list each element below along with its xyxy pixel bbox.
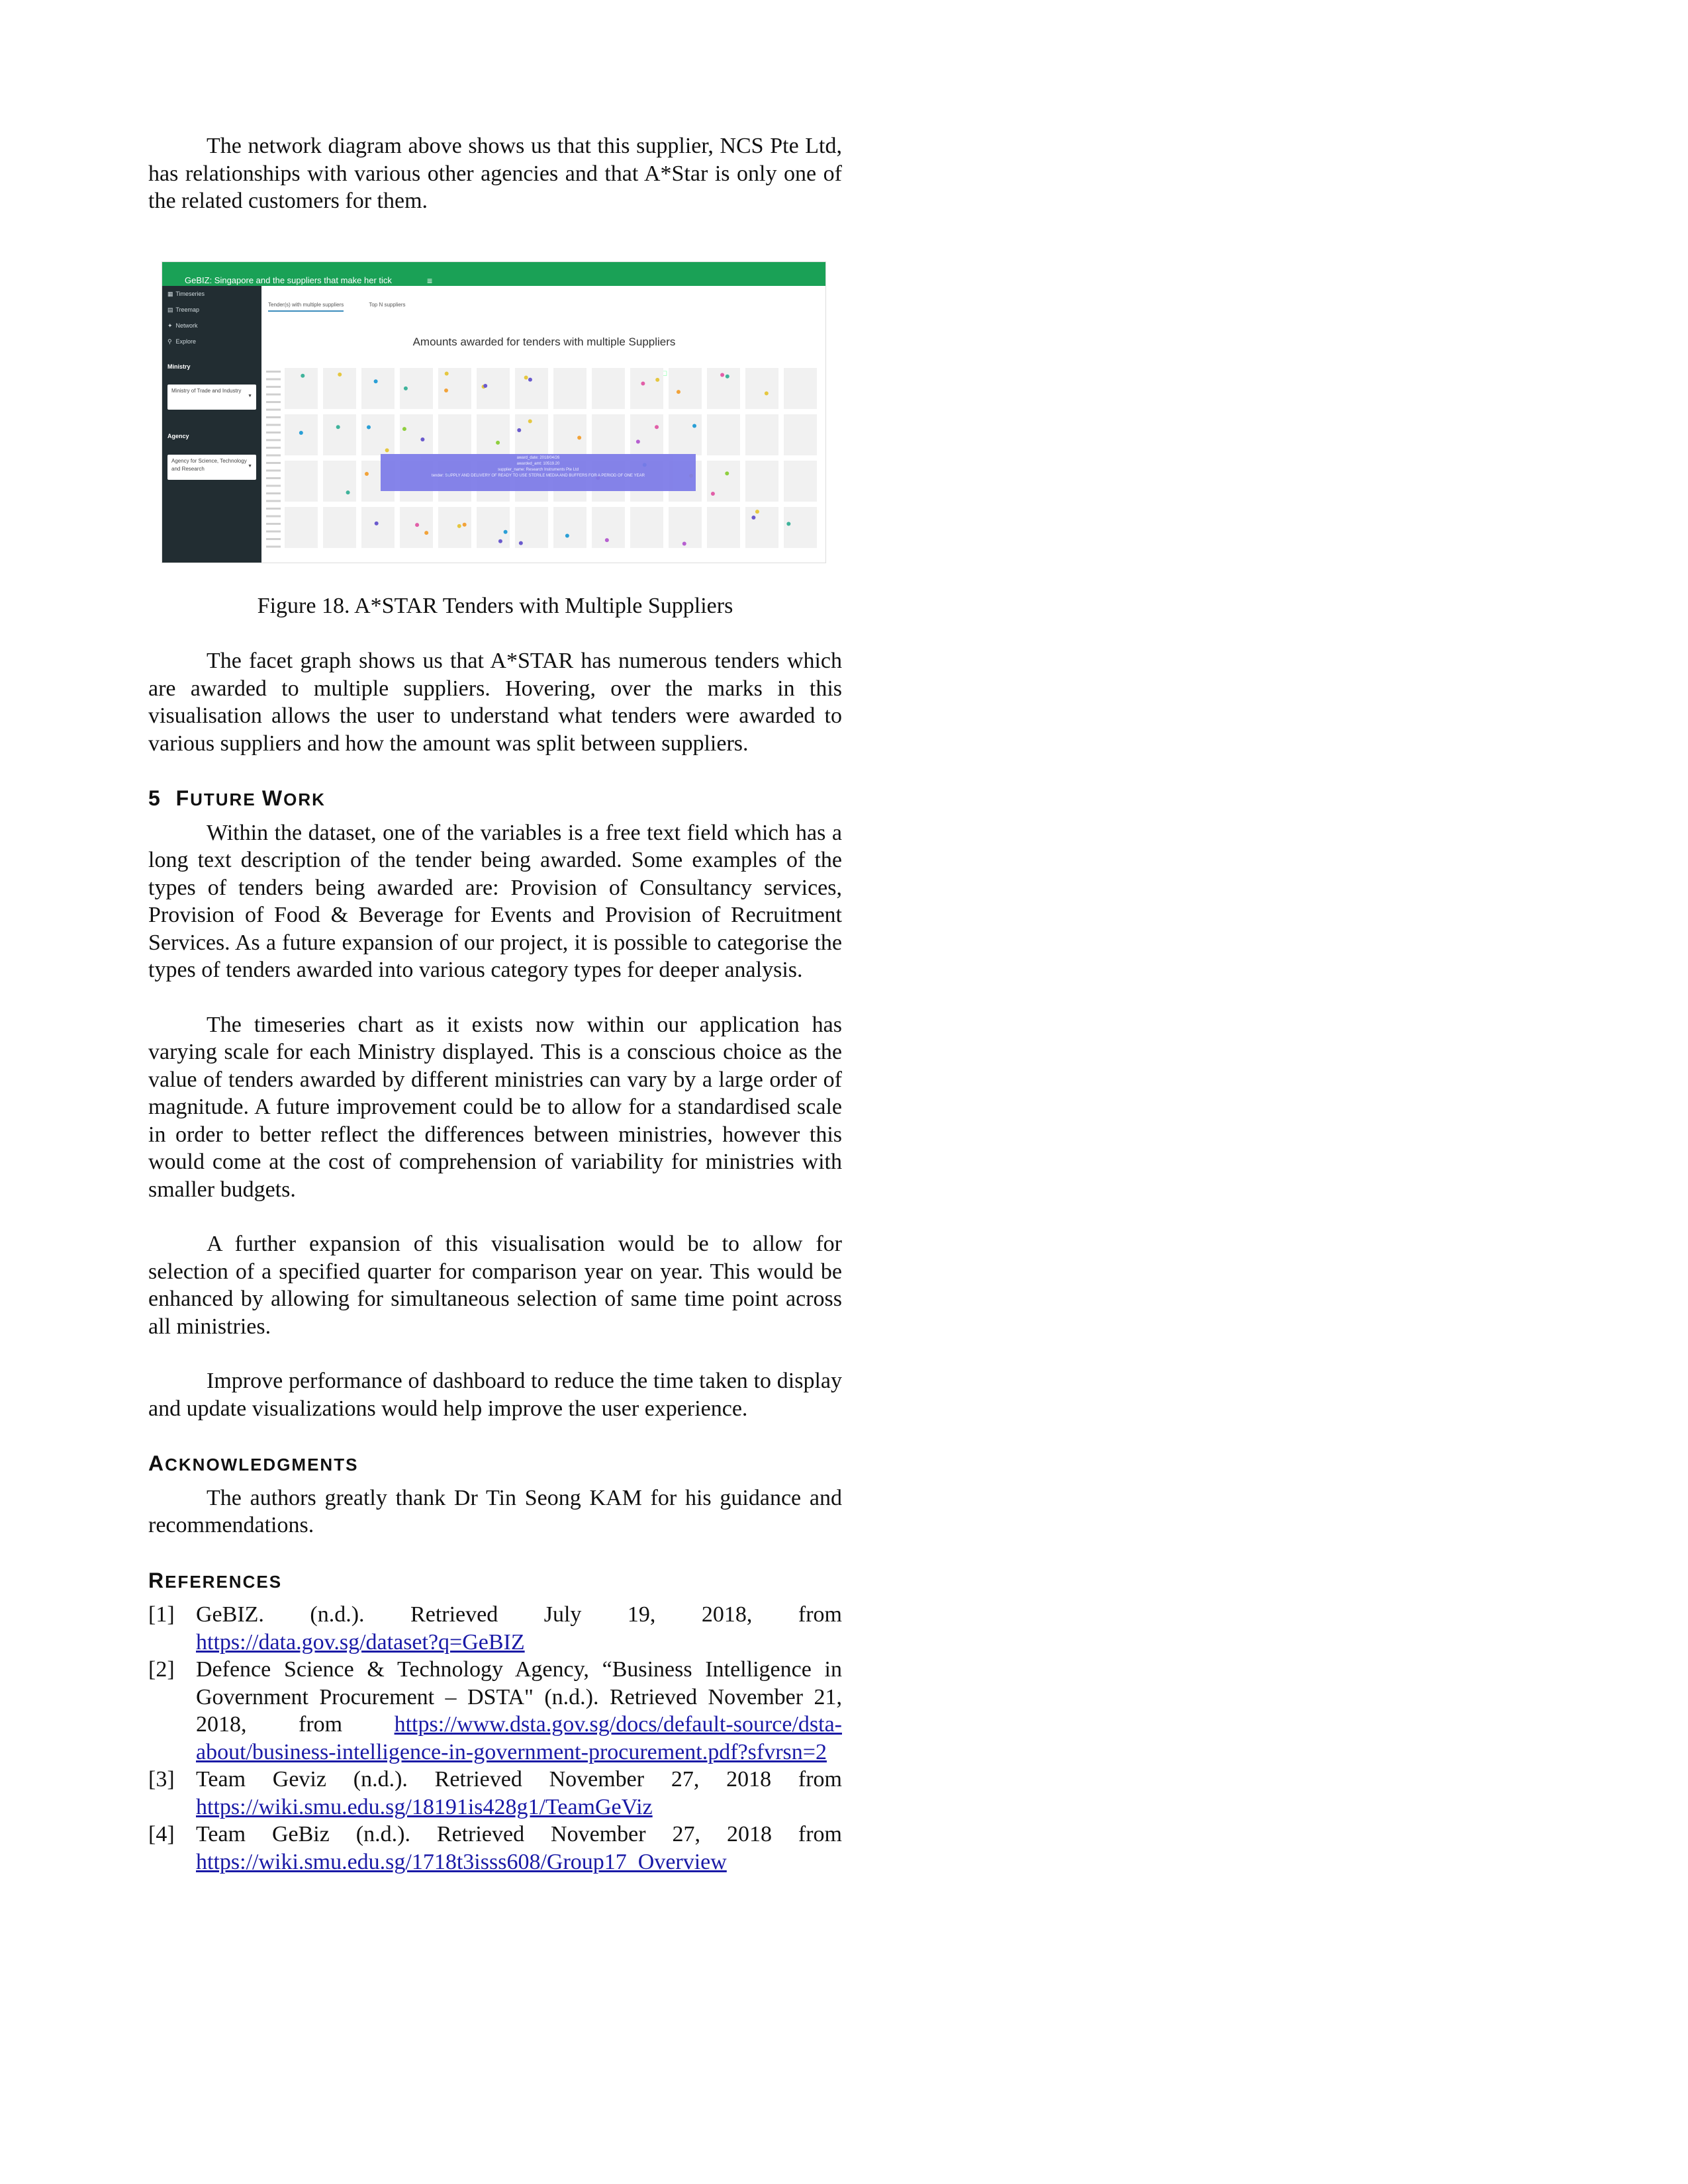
facet-panel [784, 414, 817, 455]
section-heading-references: REFERENCES [148, 1568, 283, 1592]
data-point [424, 531, 428, 535]
sidebar-item-treemap[interactable] [162, 302, 261, 318]
facet-label [266, 545, 281, 547]
facet-panel [553, 507, 586, 548]
tooltip-line: awarded_amt: 10519.20 [516, 461, 560, 466]
data-point [336, 425, 340, 429]
reference-item [148, 1821, 842, 1876]
facet-label [266, 432, 281, 433]
facet-panel [707, 507, 740, 548]
facet-panel [592, 368, 625, 409]
data-point [375, 521, 379, 525]
calendar-icon: ▦ [167, 290, 173, 297]
facet-panel [707, 414, 740, 455]
reference-text: Defence Science & Technology Agency, “Business Intelligence in Government Procurement – DSTA" (n.d.). Retrieved November 21, 2018, from [196, 1657, 842, 1737]
data-point [524, 375, 528, 379]
agency-label: Agency [167, 433, 189, 439]
data-point [299, 430, 303, 434]
paragraph: The network diagram above shows us that this supplier, NCS Pte Ltd, has relationships with various other agencies and that A*Star is only one of the related customers for them. [148, 134, 842, 213]
facet-label [266, 508, 281, 510]
reference-number: [4] [148, 1822, 175, 1846]
data-point [301, 373, 305, 377]
data-point [504, 529, 508, 533]
reference-item [148, 1601, 842, 1656]
facet-panel [477, 414, 510, 455]
data-point [338, 372, 342, 376]
data-point [577, 435, 581, 439]
facet-label [266, 500, 281, 502]
data-point [786, 522, 790, 525]
agency-select-value: Agency for Science, Technology and Research [171, 457, 247, 472]
data-point [457, 523, 461, 527]
data-point [725, 471, 729, 475]
chart-title: Amounts awarded for tenders with multiple Suppliers [412, 335, 676, 348]
app-header [162, 262, 826, 286]
reference-number: [1] [148, 1602, 175, 1627]
sidebar-item-label: Treemap [175, 306, 200, 313]
data-point [765, 391, 769, 395]
facet-panel [784, 368, 817, 409]
data-point [374, 379, 378, 383]
sidebar-item-network[interactable] [162, 318, 261, 334]
data-point [346, 490, 350, 494]
data-point [641, 381, 645, 385]
data-point [385, 448, 389, 452]
paragraph: A further expansion of this visualisation would be to allow for selection of a specified quarter for comparison year on year. This would be enhanced by allowing for simultaneous selection of same time point across all ministries. [148, 1232, 842, 1339]
facet-panel [553, 368, 586, 409]
facet-panel [745, 414, 778, 455]
sidebar-item-label: Timeseries [175, 290, 205, 297]
reference-number: [2] [148, 1657, 175, 1682]
facet-label [266, 515, 281, 517]
reference-text: GeBIZ. (n.d.). Retrieved July 19, 2018, from [196, 1602, 842, 1627]
facet-label [266, 538, 281, 540]
facet-label [266, 378, 281, 380]
hover-tooltip [381, 454, 696, 491]
facet-label [266, 408, 281, 410]
facet-label [266, 454, 281, 456]
facet-label [266, 371, 281, 373]
treemap-icon: ▤ [167, 306, 173, 313]
facet-label [266, 477, 281, 479]
data-point [365, 471, 369, 475]
data-point [655, 425, 659, 429]
data-point [692, 424, 696, 428]
reference-number: [3] [148, 1767, 175, 1792]
data-point [682, 541, 686, 545]
data-point [605, 538, 609, 542]
facet-label [266, 416, 281, 418]
data-point [565, 533, 569, 537]
facet-panel [784, 507, 817, 548]
facet-panel [669, 368, 702, 409]
facet-panel [285, 507, 318, 548]
data-point [517, 428, 521, 432]
facet-panel [592, 507, 625, 548]
data-point [483, 383, 487, 387]
data-point [655, 377, 659, 381]
sidebar-item-label: Explore [175, 338, 197, 345]
facet-panel [400, 507, 433, 548]
menu-icon[interactable]: ≡ [427, 275, 433, 286]
section-heading-future-work: 5 FUTURE WORK [148, 786, 326, 810]
data-point [463, 522, 467, 526]
facet-panel [745, 507, 778, 548]
section-heading-acknowledgments: ACKNOWLEDGMENTS [148, 1451, 359, 1475]
facet-panel [707, 461, 740, 502]
app-title: GeBIZ: Singapore and the suppliers that make her tick [185, 275, 392, 285]
data-point [404, 386, 408, 390]
reference-text: Team Geviz (n.d.). Retrieved November 27, 2018 from [196, 1767, 842, 1792]
reference-list [148, 1601, 842, 1876]
facet-panel [745, 368, 778, 409]
facet-label [266, 469, 281, 471]
data-point [528, 419, 532, 423]
data-point [415, 523, 419, 527]
data-point [677, 390, 680, 394]
facet-panel [630, 368, 663, 409]
data-point [755, 510, 759, 514]
sidebar-item-label: Network [175, 322, 198, 329]
figure-18 [162, 261, 826, 563]
tab-top-n-suppliers[interactable]: Top N suppliers [369, 301, 406, 308]
ministry-select-value: Ministry of Trade and Industry [171, 388, 242, 394]
facet-panel [669, 414, 702, 455]
facet-panel [285, 368, 318, 409]
tooltip-line: supplier_name: Research Instruments Pte Ltd [497, 467, 579, 472]
facet-panel [438, 414, 471, 455]
reference-item [148, 1656, 842, 1766]
data-point [751, 516, 755, 520]
paragraph: The authors greatly thank Dr Tin Seong KAM for his guidance and recommendations. [148, 1485, 842, 1537]
facet-panel [400, 414, 433, 455]
facet-label [266, 393, 281, 395]
facet-label [266, 386, 281, 388]
tab-bar [268, 291, 429, 319]
app-screenshot [162, 261, 826, 563]
caret-down-icon: ▼ [248, 463, 252, 469]
paragraph: Improve performance of dashboard to reduce the time taken to display and update visualizations would help improve the user experience. [148, 1369, 842, 1421]
data-point [498, 539, 502, 543]
facet-panel [323, 507, 356, 548]
facet-panel [784, 461, 817, 502]
facet-label [266, 447, 281, 449]
sidebar-item-timeseries[interactable] [162, 286, 261, 302]
reference-link[interactable]: https://www.dsta.gov.sg/docs/default-source/dsta-about/business-intelligence-in-government-procurement.pdf?sfvrsn=2 [196, 1712, 842, 1764]
facet-panel [669, 507, 702, 548]
data-point [496, 440, 500, 444]
search-icon: ⚲ [167, 338, 172, 345]
ministry-select[interactable] [167, 385, 256, 410]
facet-label [266, 484, 281, 486]
facet-panel [438, 368, 471, 409]
facet-panel [285, 414, 318, 455]
facet-panel [361, 507, 395, 548]
data-point [636, 439, 640, 443]
facet-panel [477, 368, 510, 409]
caret-down-icon: ▼ [248, 394, 252, 398]
facet-label [266, 439, 281, 441]
network-icon: ✦ [167, 322, 173, 329]
page-column [148, 132, 842, 1876]
facet-panel [630, 414, 663, 455]
data-point [420, 437, 424, 441]
sidebar-item-explore[interactable] [162, 334, 261, 349]
facet-label [266, 401, 281, 403]
data-point [726, 374, 729, 378]
facet-panel [592, 414, 625, 455]
reference-link[interactable]: https://data.gov.sg/dataset?q=GeBIZ [196, 1629, 525, 1655]
data-point [528, 377, 532, 381]
facet-label [266, 492, 281, 494]
facet-panel [361, 414, 395, 455]
reference-text: Team GeBiz (n.d.). Retrieved November 27, 2018 from [196, 1822, 842, 1846]
facet-panel [361, 368, 395, 409]
facet-panel [285, 461, 318, 502]
facet-panel [438, 507, 471, 548]
data-point [445, 371, 449, 375]
paragraph: The timeseries chart as it exists now within our application has varying scale for each Ministry displayed. This is a conscious choice as the value of tenders awarded by different ministries can vary by a large order of magnitude. A future improvement could be to allow for a standardised scale in order to better reflect the differences between ministries, however this would come at the cost of comprehension of variability for ministries with smaller budgets. [148, 1012, 842, 1202]
facet-panel [630, 507, 663, 548]
facet-panel [745, 461, 778, 502]
tooltip-line: award_date: 2018/04/26 [516, 455, 560, 460]
data-point [519, 541, 523, 545]
tooltip-line: tender: SUPPLY AND DELIVERY OF READY TO USE STERILE MEDIA AND BUFFERS FOR A PERIOD OF ONE YEAR [432, 473, 645, 478]
facet-panel [553, 414, 586, 455]
facet-label [266, 462, 281, 464]
tab-multiple-suppliers[interactable]: Tender(s) with multiple suppliers [268, 302, 344, 312]
sidebar [162, 286, 261, 563]
reference-link[interactable]: https://wiki.smu.edu.sg/18191is428g1/TeamGeViz [196, 1794, 653, 1819]
paragraph: Within the dataset, one of the variables is a free text field which has a long text description of the tender being awarded. Some examples of the types of tenders being awarded are: Provision of Consultancy services, Provision of Food & Beverage for Events and Provision of Recruitment Services. As a future expansion of our project, it is possible to categorise the types of tenders awarded into various category types for deeper analysis. [148, 820, 842, 982]
facet-label [266, 523, 281, 525]
reference-link[interactable]: https://wiki.smu.edu.sg/1718t3isss608/Group17_Overview [196, 1849, 727, 1874]
facet-panel [515, 368, 548, 409]
facet-panel [477, 507, 510, 548]
reference-item [148, 1766, 842, 1821]
figure-caption: Figure 18. A*STAR Tenders with Multiple Suppliers [257, 593, 733, 618]
data-point [720, 373, 724, 377]
data-point [402, 427, 406, 431]
facet-panel [323, 461, 356, 502]
agency-select[interactable] [167, 455, 256, 480]
facet-panel [323, 414, 356, 455]
paragraph: The facet graph shows us that A*STAR has numerous tenders which are awarded to multiple suppliers. Hovering, over the marks in this visualisation allows the user to understand what tenders were awarded to various suppliers and how the amount was split between suppliers. [148, 649, 842, 756]
facet-label [266, 424, 281, 426]
data-point [367, 425, 371, 429]
data-point [711, 492, 715, 496]
ministry-label: Ministry [167, 363, 191, 370]
data-point [444, 388, 448, 392]
facet-label [266, 530, 281, 532]
